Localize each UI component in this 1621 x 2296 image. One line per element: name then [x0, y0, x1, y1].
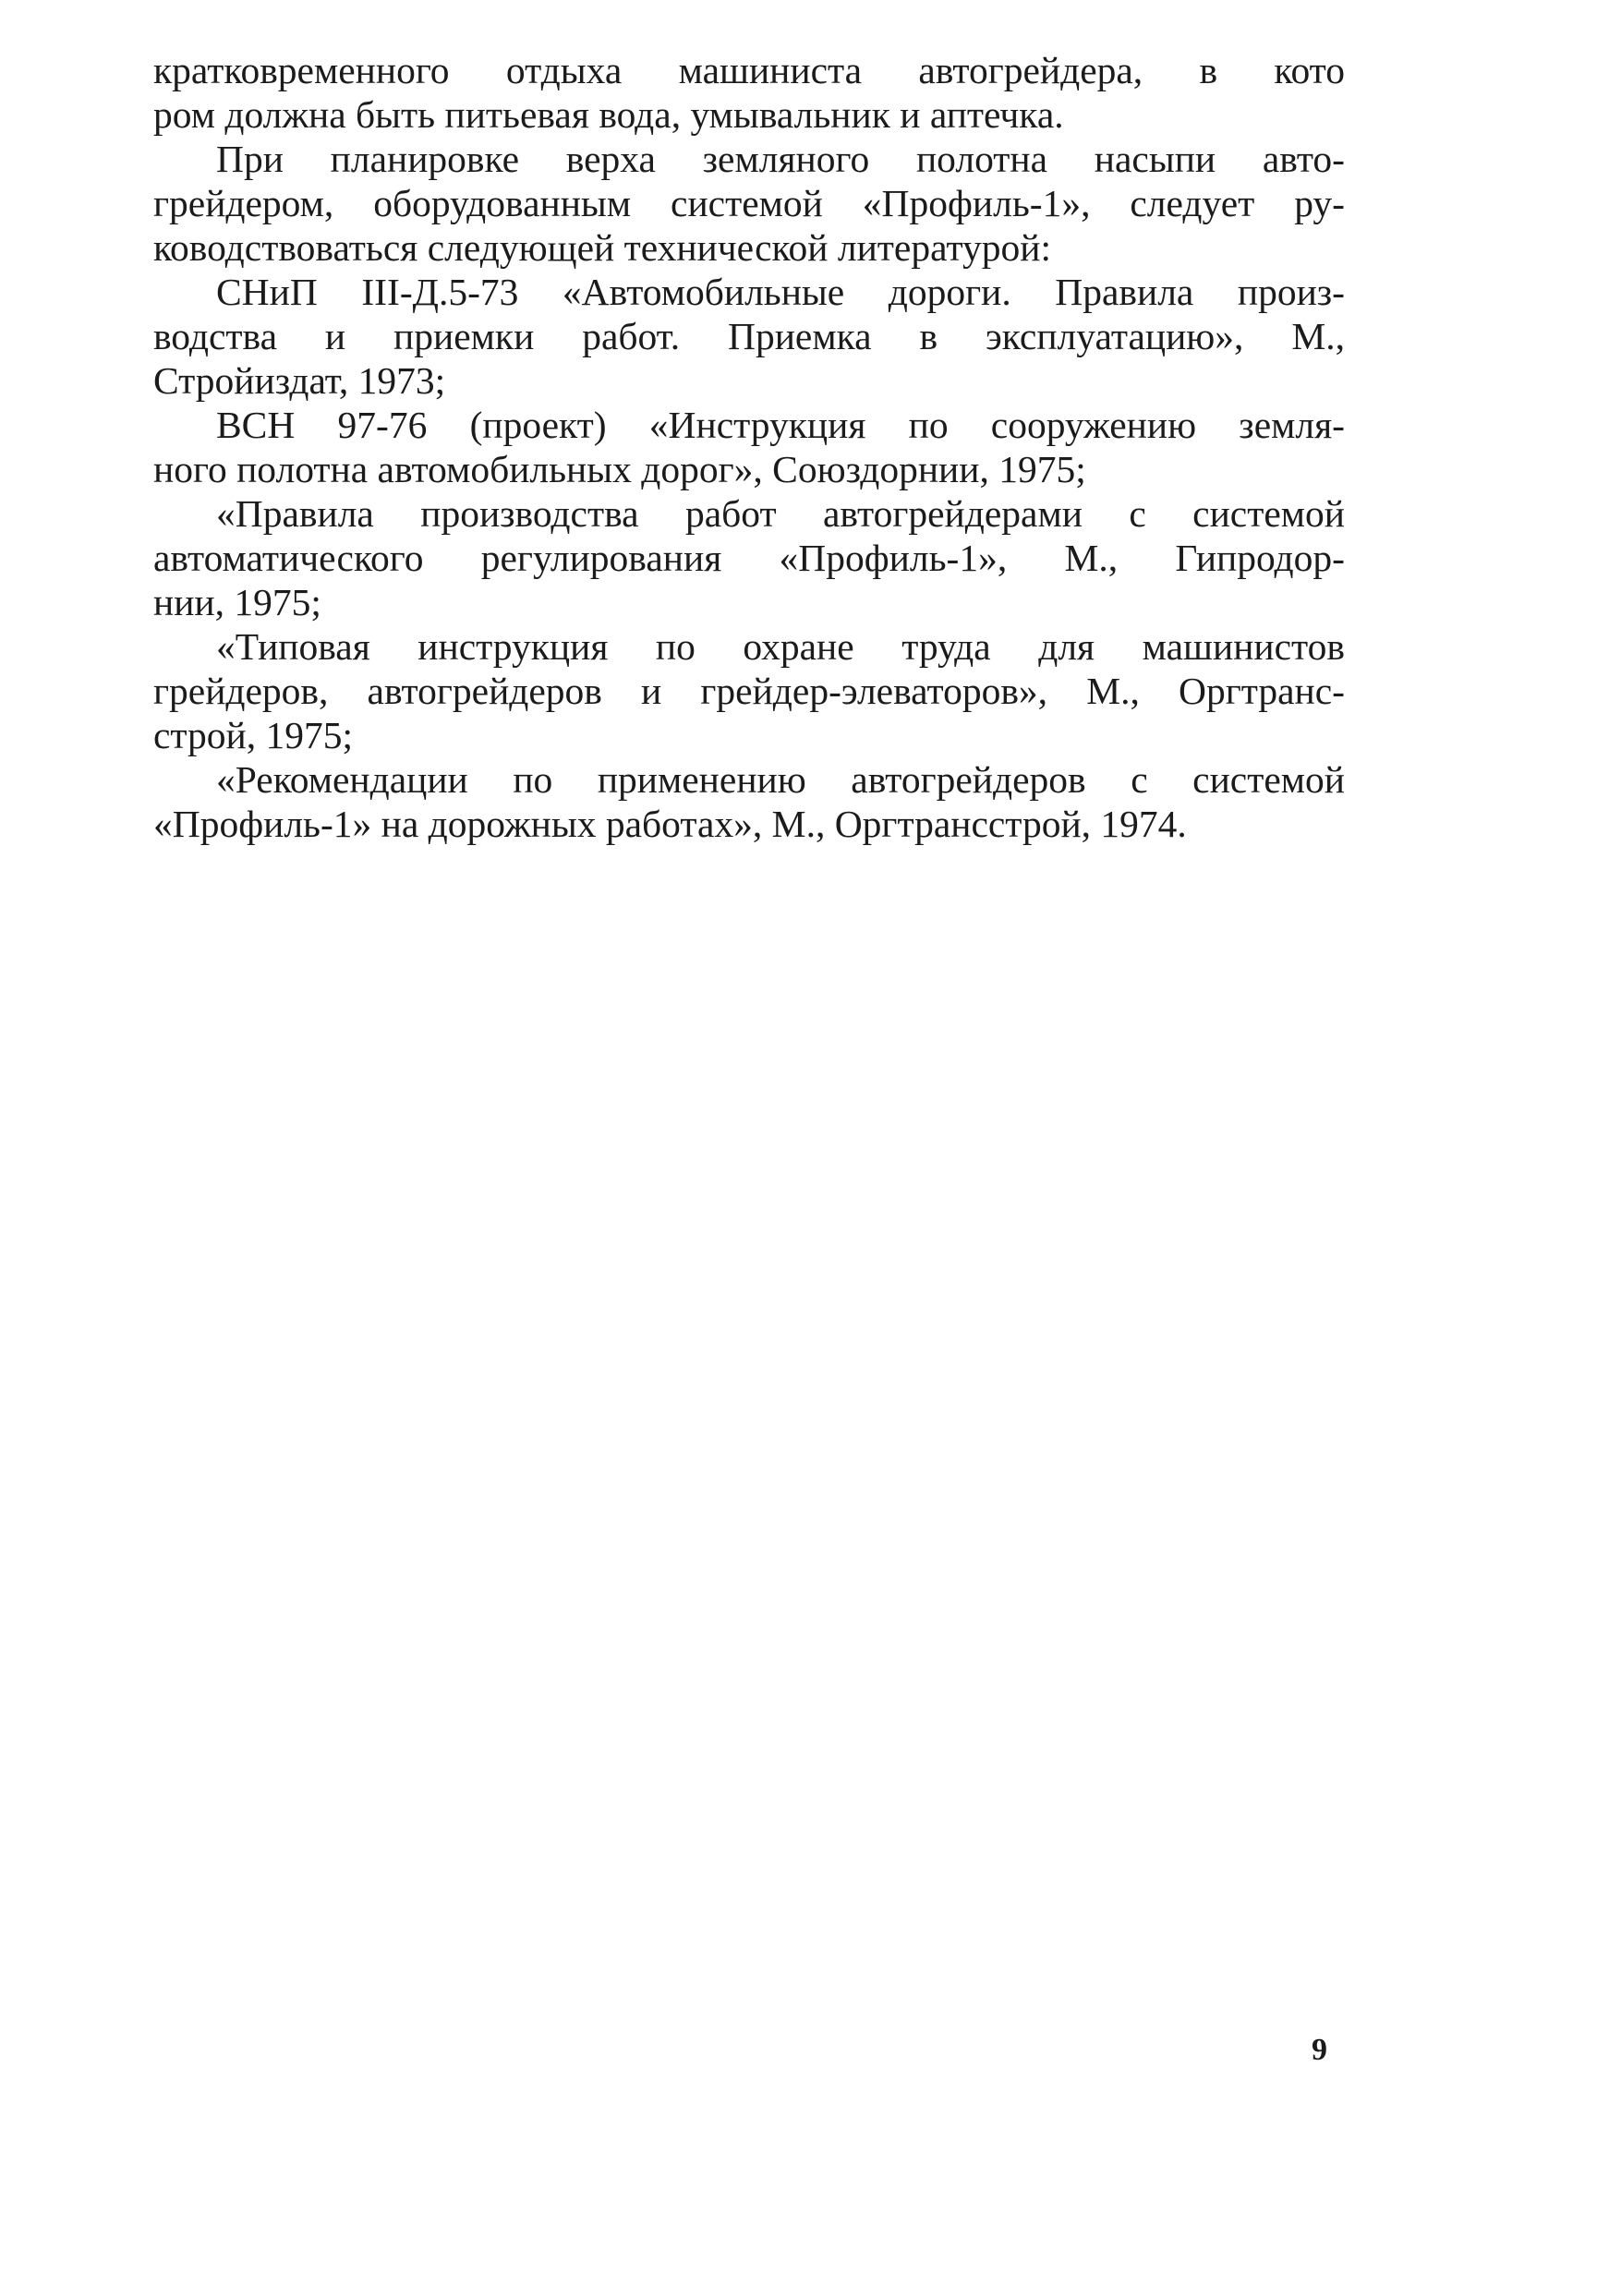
text-line: грейдером, оборудованным системой «Профиль-1», следует ру-: [153, 182, 1345, 224]
text-line: СНиП III-Д.5-73 «Автомобильные дороги. Правила произ-: [216, 271, 1345, 313]
body-text: [153, 48, 1345, 846]
text-line: ного полотна автомобильных дорог», Союздорнии, 1975;: [153, 448, 1086, 490]
text-line: ководствоваться следующей технической литературой:: [153, 226, 1052, 269]
text-line: «Типовая инструкция по охране труда для машинистов: [216, 625, 1345, 668]
text-line: нии, 1975;: [153, 581, 321, 623]
text-line: ром должна быть питьевая вода, умывальник и аптечка.: [153, 93, 1064, 136]
text-line: кратковременного отдыха машиниста автогрейдера, в кото: [153, 49, 1345, 91]
text-line: «Правила производства работ автогрейдерами с системой: [216, 492, 1345, 535]
text-line: автоматического регулирования «Профиль-1», М., Гипродор-: [153, 537, 1345, 579]
text-line: строй, 1975;: [153, 714, 354, 756]
text-line: ВСН 97-76 (проект) «Инструкция по сооружению земля-: [216, 404, 1345, 446]
text-line: «Профиль-1» на дорожных работах», М., Оргтрансстрой, 1974.: [153, 803, 1187, 845]
text-line: Стройиздат, 1973;: [153, 359, 446, 402]
text-line: грейдеров, автогрейдеров и грейдер-элеваторов», М., Оргтранс-: [153, 670, 1345, 712]
text-line: При планировке верха земляного полотна насыпи авто-: [216, 138, 1345, 180]
text-line: «Рекомендации по применению автогрейдеров с системой: [216, 758, 1345, 801]
text-line: водства и приемки работ. Приемка в эксплуатацию», М.,: [153, 315, 1345, 357]
page-number: 9: [1312, 2033, 1327, 2067]
